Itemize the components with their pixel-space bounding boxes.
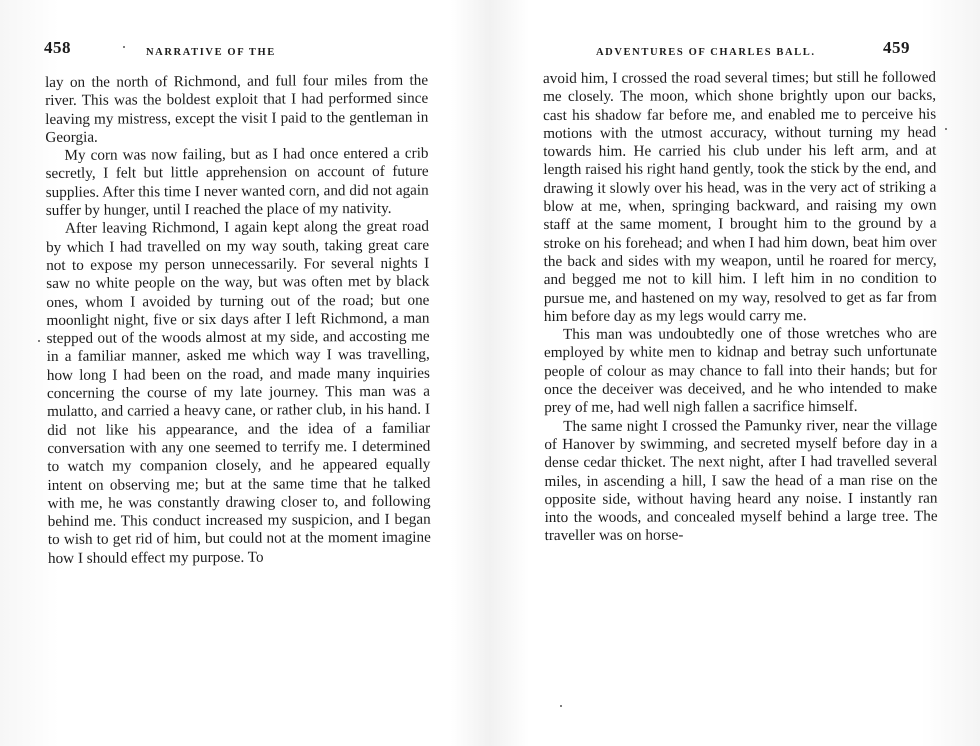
left-page-text [45, 72, 431, 568]
left-running-head: NARRATIVE OF THE [146, 47, 276, 58]
scan-speck [945, 128, 947, 130]
right-paragraph-3: The same night I crossed the Pamunky river, near the village of Hanover by swimming, and secreted myself before day in a dense cedar thicket. The next night, after I had travelled several miles, in ascending a hill, I saw the head of a man rise on the opposite side, without having heard any noise. I instantly ran into the woods, and concealed myself behind a large tree. The traveller was on horse- [544, 416, 938, 545]
right-page [490, 0, 980, 746]
right-paragraph-1: avoid him, I crossed the road several times; but still he followed me closely. The moon, which shone brightly upon our backs, cast his shadow far before me, and enabled me to perceive his motions with the utmost accuracy, without turning my head towards him. He carried his club under his left arm, and at length raised his right hand gently, took the stick by the end, and drawing it slowly over his head, was in the very act of striking a blow at me, when, springing backward, and raising my own staff at the same moment, I brought him to the ground by a stroke on his forehead; and when I had him down, beat him over the back and sides with my weapon, until he roared for mercy, and begged me not to kill him. I left him in no condition to pursue me, and hastened on my way, resolved to get as far from him before day as my legs would carry me. [543, 68, 937, 325]
left-paragraph-1: lay on the north of Richmond, and full four miles from the river. This was the boldest exploit that I had performed since leaving my mistress, except the visit I paid to the gentleman in Georgia. [45, 71, 429, 146]
right-page-number: 459 [883, 38, 910, 57]
left-paragraph-2: My corn was now failing, but as I had once entered a crib secretly, I felt but little apprehension on account of future supplies. After this time I never wanted corn, and did not again suffer by hunger, until I reached the place of my nativity. [45, 144, 429, 220]
right-running-head: ADVENTURES OF CHARLES BALL. [596, 47, 816, 58]
left-paragraph-3: After leaving Richmond, I again kept along the great road by which I had travelled on my way south, taking great care not to expose my person unnecessarily. For several nights I saw no white people on the way, but was often met by black ones, whom I avoided by turning out of the road; but one moonlight night, five or six days after I left Richmond, a man stepped out of the woods almost at my side, and accosting me in a familiar manner, asked me which way I was travelling, how long I had been on the road, and made many inquiries concerning the course of my late journey. This man was a mulatto, and carried a heavy cane, or rather club, in his hand. I did not like his appearance, and the idea of a familiar conversation with any one seemed to terrify me. I determined to watch my companion closely, and he appeared equally intent on observing me; but at the same time that he talked with me, he was constantly drawing closer to, and following behind me. This conduct increased my suspicion, and I began to wish to get rid of him, but could not at the moment imagine how I should effect my purpose. To [46, 218, 431, 567]
scan-speck [560, 705, 562, 707]
right-page-text [543, 69, 938, 546]
right-paragraph-2: This man was undoubtedly one of those wretches who are employed by white men to kidnap and betray such unfortunate people of colour as may chance to fall into their hands; but for once the deceiver was deceived, and he who intended to make prey of me, had well nigh fallen a sacrifice himself. [543, 324, 938, 417]
scan-speck [38, 340, 40, 342]
left-page-number: 458 [44, 38, 71, 57]
scan-speck [123, 46, 125, 48]
